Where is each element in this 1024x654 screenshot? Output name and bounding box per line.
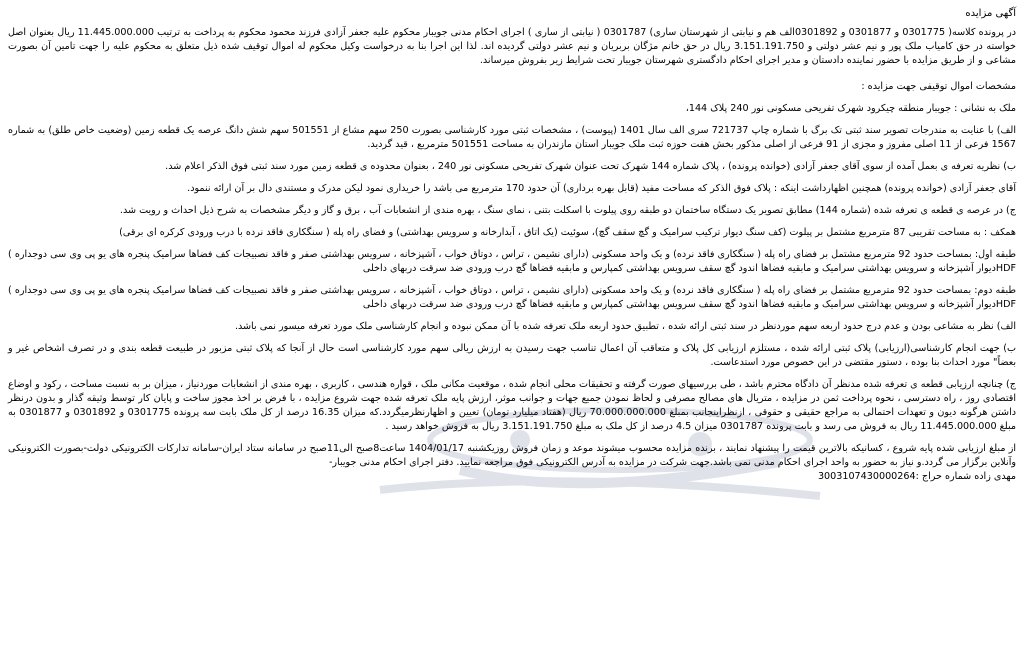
paragraph-floor-2: طبقه دوم: بمساحت حدود 92 مترمربع مشتمل بر فضای راه پله ( سنگکاری فاقد نرده) و یک واحد مسکونی (دارای نشیمن ، تراس ، دوتاق خواب ، آشپزخانه ، سرویس بهداشتی صفر و فاقد نصبیجات کف فضاها سرامیک پنجره های یو پی وی سی دوجداره ) HDFدیوار آشپزخانه و سرویس بهداشتی سرامیک و مابقیه فضاها اندود گچ سقف سرویس بهداشتی کمپارس و مابقیه فضاها گچ درب ورودی ضد سرقت دربهای داخلی [8, 285, 1016, 310]
specs-heading: مشخصات اموال توقیفی جهت مزایده : [861, 81, 1016, 92]
paragraph-alef-2: الف) نظر به مشاعی بودن و عدم درج حدود اربعه سهم موردنظر در سند ثبتی ارائه شده ، تطبیق حدود اربعه ملک تعرفه شده با آن ممکن نبوده و انجام کارشناسی ملک مورد تعرفه میسور نمی باشد. [234, 321, 1016, 332]
paragraph-be: ب) نظریه تعرفه ی بعمل آمده از سوی آقای جعفر آزادی (خوانده پرونده) ، پلاک شماره 144 شهرک تحت عنوان شهرک تفریحی مسکونی نور 240 ، بعنوان محدوده ی قطعه زمین مورد سند ثبتی فوق الذکر اعلام شد. [165, 161, 1016, 172]
intro-paragraph: در پرونده کلاسه( 0301775 و 0301877 و 0301892الف هم و نیابتی از شهرستان ساری) 0301787 ( نیابتی از ساری ) اجرای احکام مدنی جویبار محکوم علیه جعفر آزادی فرزند محمود محکوم به پرداخت به ترتیب 11.445.000.000 ریال بعنوان اصل خواسته در حق کامیاب ملک پور و نیم عشر دولتی و 3.151.191.750 ریال در حق خانم مژگان بربریان و نیم عشر دولتی گردیده اند. لذا این اجرا بنا به درخواست وکیل محکوم له اموال توقیف شده ذیل متعلق به محکوم علیه را جهت تامین آن بصورت مشاعی و از طریق مزایده با حضور نماینده دادستان و مدیر اجرای احکام دادگستری شهرستان جویبار تحت شرایط زیر بفروش میرساند. [8, 27, 1017, 66]
paragraph-floor-1: طبقه اول: بمساحت حدود 92 مترمربع مشتمل بر فضای راه پله ( سنگکاری فاقد نرده) و یک واحد مسکونی (دارای نشیمن ، تراس ، دوتاق خواب ، آشپزخانه ، سرویس بهداشتی صفر و فاقد نصبیجات کف فضاها سرامیک پنجره های یو پی وی سی دوجداره ) HDFدیوار آشپزخانه و سرویس بهداشتی سرامیک و مابقیه فضاها اندود گچ سقف سرویس بهداشتی کمپارس و مابقیه فضاها گچ درب ورودی ضد سرقت دربهای داخلی [8, 249, 1016, 274]
property-address: ملک به نشانی : جویبار منطقه چیکرود شهرک تفریحی مسکونی نور 240 پلاک 144، [685, 103, 1016, 114]
paragraph-hamkaf: همکف : به مساحت تقریبی 87 مترمربع مشتمل بر پیلوت (کف سنگ دیوار ترکیب سرامیک و گچ سقف گچ)، سوئیت (یک اتاق ، آبدارخانه و سرویس بهداشتی) و فضای راه پله ( سنگکاری فاقد نرده با درب ورودی کرکره ای برقی) [119, 227, 1016, 238]
paragraph-be-2: ب) جهت انجام کارشناسی(ارزیابی) پلاک ثبتی ارائه شده ، مستلزم ارزیابی کل پلاک و متعاقب آن اعمال تناسب جهت رسیدن به ارزش ریالی سهم مورد کارشناسی است حال از آنجا که پلاک ثبتی مزبور در طبیعت قطعه بندی و در تصرف اشخاص غیر و بعضاً" مورد احداث بنا بوده ، دستور مقتضی در این خصوص مورد استدعاست. [8, 343, 1016, 368]
paragraph-jim-2: ج) چنانچه ارزیابی قطعه ی تعرفه شده مدنظر آن دادگاه محترم باشد ، طی بررسیهای صورت گرفته و تحقیقات محلی انجام شده ، موقعیت مکانی ملک ، قواره هندسی ، کاربری ، بهره مندی از انشعابات موردنیاز ، میزان بر به نسبت مساحت ، رکود و اوضاع اقتصادی روز ، راه دسترسی ، نحوه پرداخت ثمن در مزایده ، متریال های مصالح مصرفی و لحاظ نمودن جمیع جهات و جوانب موثر، ارزش پایه ملک تعرفه شده جهت شروع مزایده ، با فرض بر اخذ مجوز ساخت و پایان کار توسط وثیقه گذار و بدون درنظر داشتن هرگونه دیون و تعهدات احتمالی به مراجع حقیقی و حقوقی ، ازنظراینجانب بمبلغ 70.000.000.000 ریال (هفتاد میلیارد تومان) تعیین و اظهارنظرمیگردد.که میزان 16.35 درصد از کل ملک بابت سه پرونده 0301775 و 0301892 و 0301877 به مبلغ 11.445.000.000 ریال به فروش می رسد و بابت پرونده 0301787 میزان 4.5 درصد از کل ملک به مبلغ 3.151.191.750 ریال به فروش خواهد رسید . [8, 379, 1017, 432]
paragraph-jim: ج) در عرصه ی قطعه ی تعرفه شده (شماره 144) مطابق تصویر یک دستگاه ساختمان دو طبقه روی پیلوت با اسکلت بتنی ، نمای سنگ ، بهره مندی از انشعابات آب ، برق و گاز و دیگر مشخصات به شرح ذیل احداث و رویت شد. [119, 205, 1016, 216]
paragraph-agha: آقای جعفر آزادی (خوانده پرونده) همچنین اظهارداشت اینکه : پلاک فوق الذکر که مساحت مفید (قابل بهره برداری) آن حدود 170 مترمربع می باشد را خریداری نمود لیکن مدرک و مستندی دال بر آن ارائه ننمود. [187, 183, 1016, 194]
notice-title: آگهی مزایده [965, 8, 1016, 19]
paragraph-alef: الف) با عنایت به مندرجات تصویر سند ثبتی تک برگ با شماره چاپ 721737 سری الف سال 1401 (پیوست) ، مشخصات ثبتی مورد کارشناسی بصورت 250 سهم مشاع از 501551 سهم شش دانگ عرصه یک قطعه زمین (وضعیت خاص طلق) به شماره 1567 فرعی از 11 اصلی مفروز و مجزی از 91 فرعی از اصلی مذکور بخش هفت حوزه ثبت ملک جویبار استان مازندران به مساحت 501551 مترمربع ، قید گردید. [8, 125, 1016, 150]
signature-line: مهدی زاده شماره حراج :3003107430000264 [817, 471, 1016, 482]
paragraph-final: از مبلغ ارزیابی شده پایه شروع ، کسانیکه بالاترین قیمت را پیشنهاد نمایند ، برنده مزایده محسوب میشوند موعد و زمان فروش روزیکشنبه 1404/01/17 ساعت8صبح الی11صبح در سامانه ستاد ایران-سامانه تدارکات الکترونیکی دولت-بصورت الکترونیکی وآنلاین برگزار می گردد.و نیاز به حضور به واحد اجرای احکام مدنی نمی باشد.جهت شرکت در مزایده به آدرس الکترونیکی فوق مراجعه نمایید. دفتر اجرای احکام مدنی جویبار- [8, 443, 1017, 468]
